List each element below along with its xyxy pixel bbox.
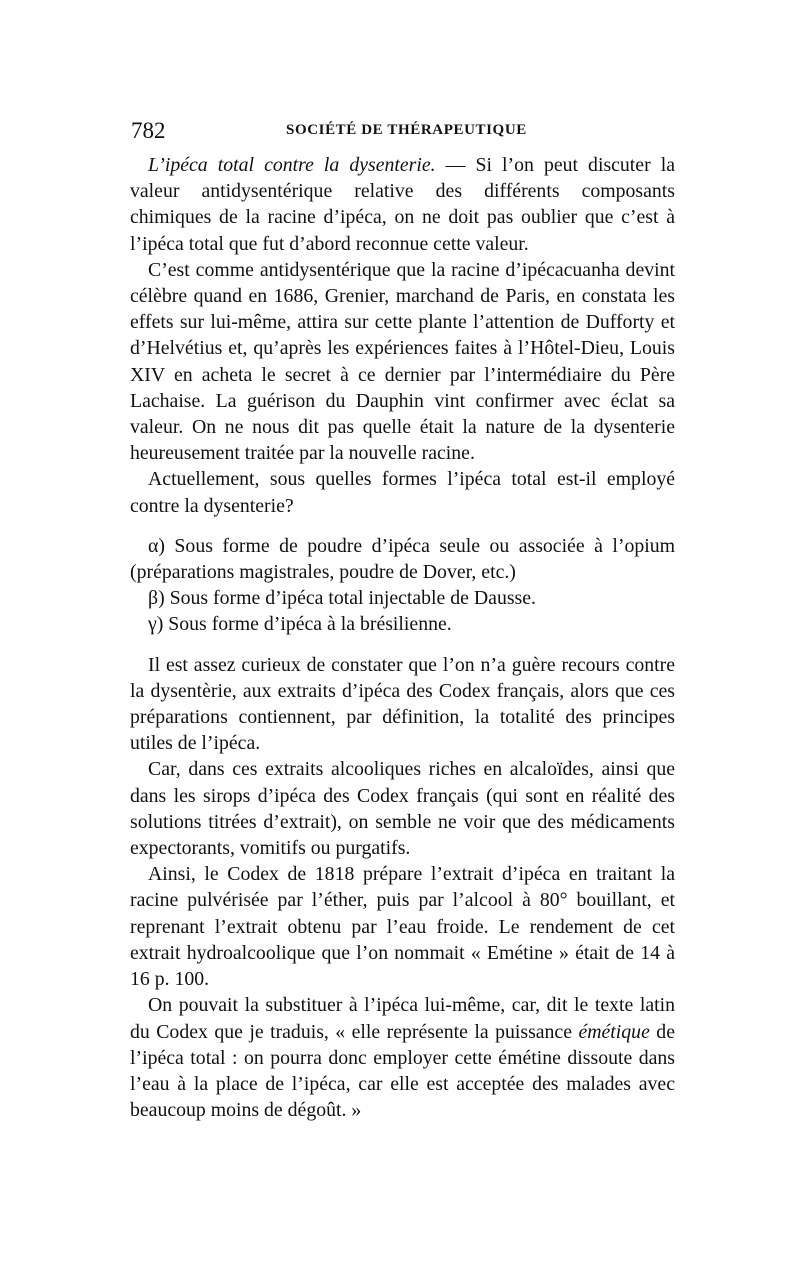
paragraph-3: Actuellement, sous quelles formes l’ipéca total est-il employé contre la dysenterie? — [130, 468, 675, 517]
paragraph-6: Ainsi, le Codex de 1818 prépare l’extrait d’ipéca en traitant la racine pulvérisée par l’éther, puis par l’alcool à 80° bouillant, et reprenant l’extrait obtenu par l’eau froide. Le rendement de cet extrait hydroalcoolique que l’on nommait « Emétine » était de 14 à 16 p. 100. — [130, 863, 675, 991]
paragraph-7-end: de l’ipéca total : on pourra donc employer cette émétine dissoute dans l’eau à la place de l’ipéca, car elle est acceptée des malades avec beaucoup moins de dégoût. » — [130, 1020, 675, 1122]
paragraph-7 — [130, 992, 675, 1123]
body-text — [130, 152, 675, 1123]
paragraph-7-start: On pouvait la substituer à l’ipéca lui-même, car, dit le texte latin du Codex que je traduis, « elle représente la puissance — [130, 994, 675, 1043]
list-item-gamma: γ) Sous forme d’ipéca à la brésilienne. — [148, 613, 452, 636]
paragraph-4: Il est assez curieux de constater que l’on n’a guère recours contre la dysentèrie, aux extraits d’ipéca des Codex français, alors que ces préparations contiennent, par définition, la totalité des principes utiles de l’ipéca. — [130, 653, 675, 755]
list-item-alpha: α) Sous forme de poudre d’ipéca seule ou associée à l’opium (préparations magistrales, poudre de Dover, etc.) — [130, 534, 675, 584]
paragraph-1-text: — Si l’on peut discuter la valeur antidysentérique relative des différents composants chimiques de la racine d’ipéca, on ne doit pas oublier que c’est à l’ipéca total que fut d’abord reconnue cette valeur. — [130, 154, 675, 255]
paragraph-2: C’est comme antidysentérique que la racine d’ipécacuanha devint célèbre quand en 1686, Grenier, marchand de Paris, en constata les effets sur lui-même, attira sur cette plante l’attention de Dufforty et d’Helvétius et, qu’après les expériences faites à l’Hôtel-Dieu, Louis XIV en acheta le secret à ce dernier par l’intermédiaire du Père Lachaise. La guérison du Dauphin vint confirmer avec éclat sa valeur. On ne nous dit pas quelle était la nature de la dysenterie heureusement traitée par la nouvelle racine. — [130, 258, 675, 465]
paragraph-1 — [130, 152, 675, 257]
list-item-beta: β) Sous forme d’ipéca total injectable de Dausse. — [148, 587, 536, 610]
running-head: SOCIÉTÉ DE THÉRAPEUTIQUE — [286, 122, 527, 138]
emphasis-emetique: émétique — [578, 1020, 650, 1043]
paragraph-5: Car, dans ces extraits alcooliques riches en alcaloïdes, ainsi que dans les sirops d’ipéca des Codex français (qui sont en réalité des solutions titrées d’extrait), on semble ne voir que des médicaments expectorants, vomitifs ou purgatifs. — [130, 758, 675, 860]
section-title: L’ipéca total contre la dysenterie. — [148, 154, 436, 176]
page-number: 782 — [131, 118, 166, 143]
